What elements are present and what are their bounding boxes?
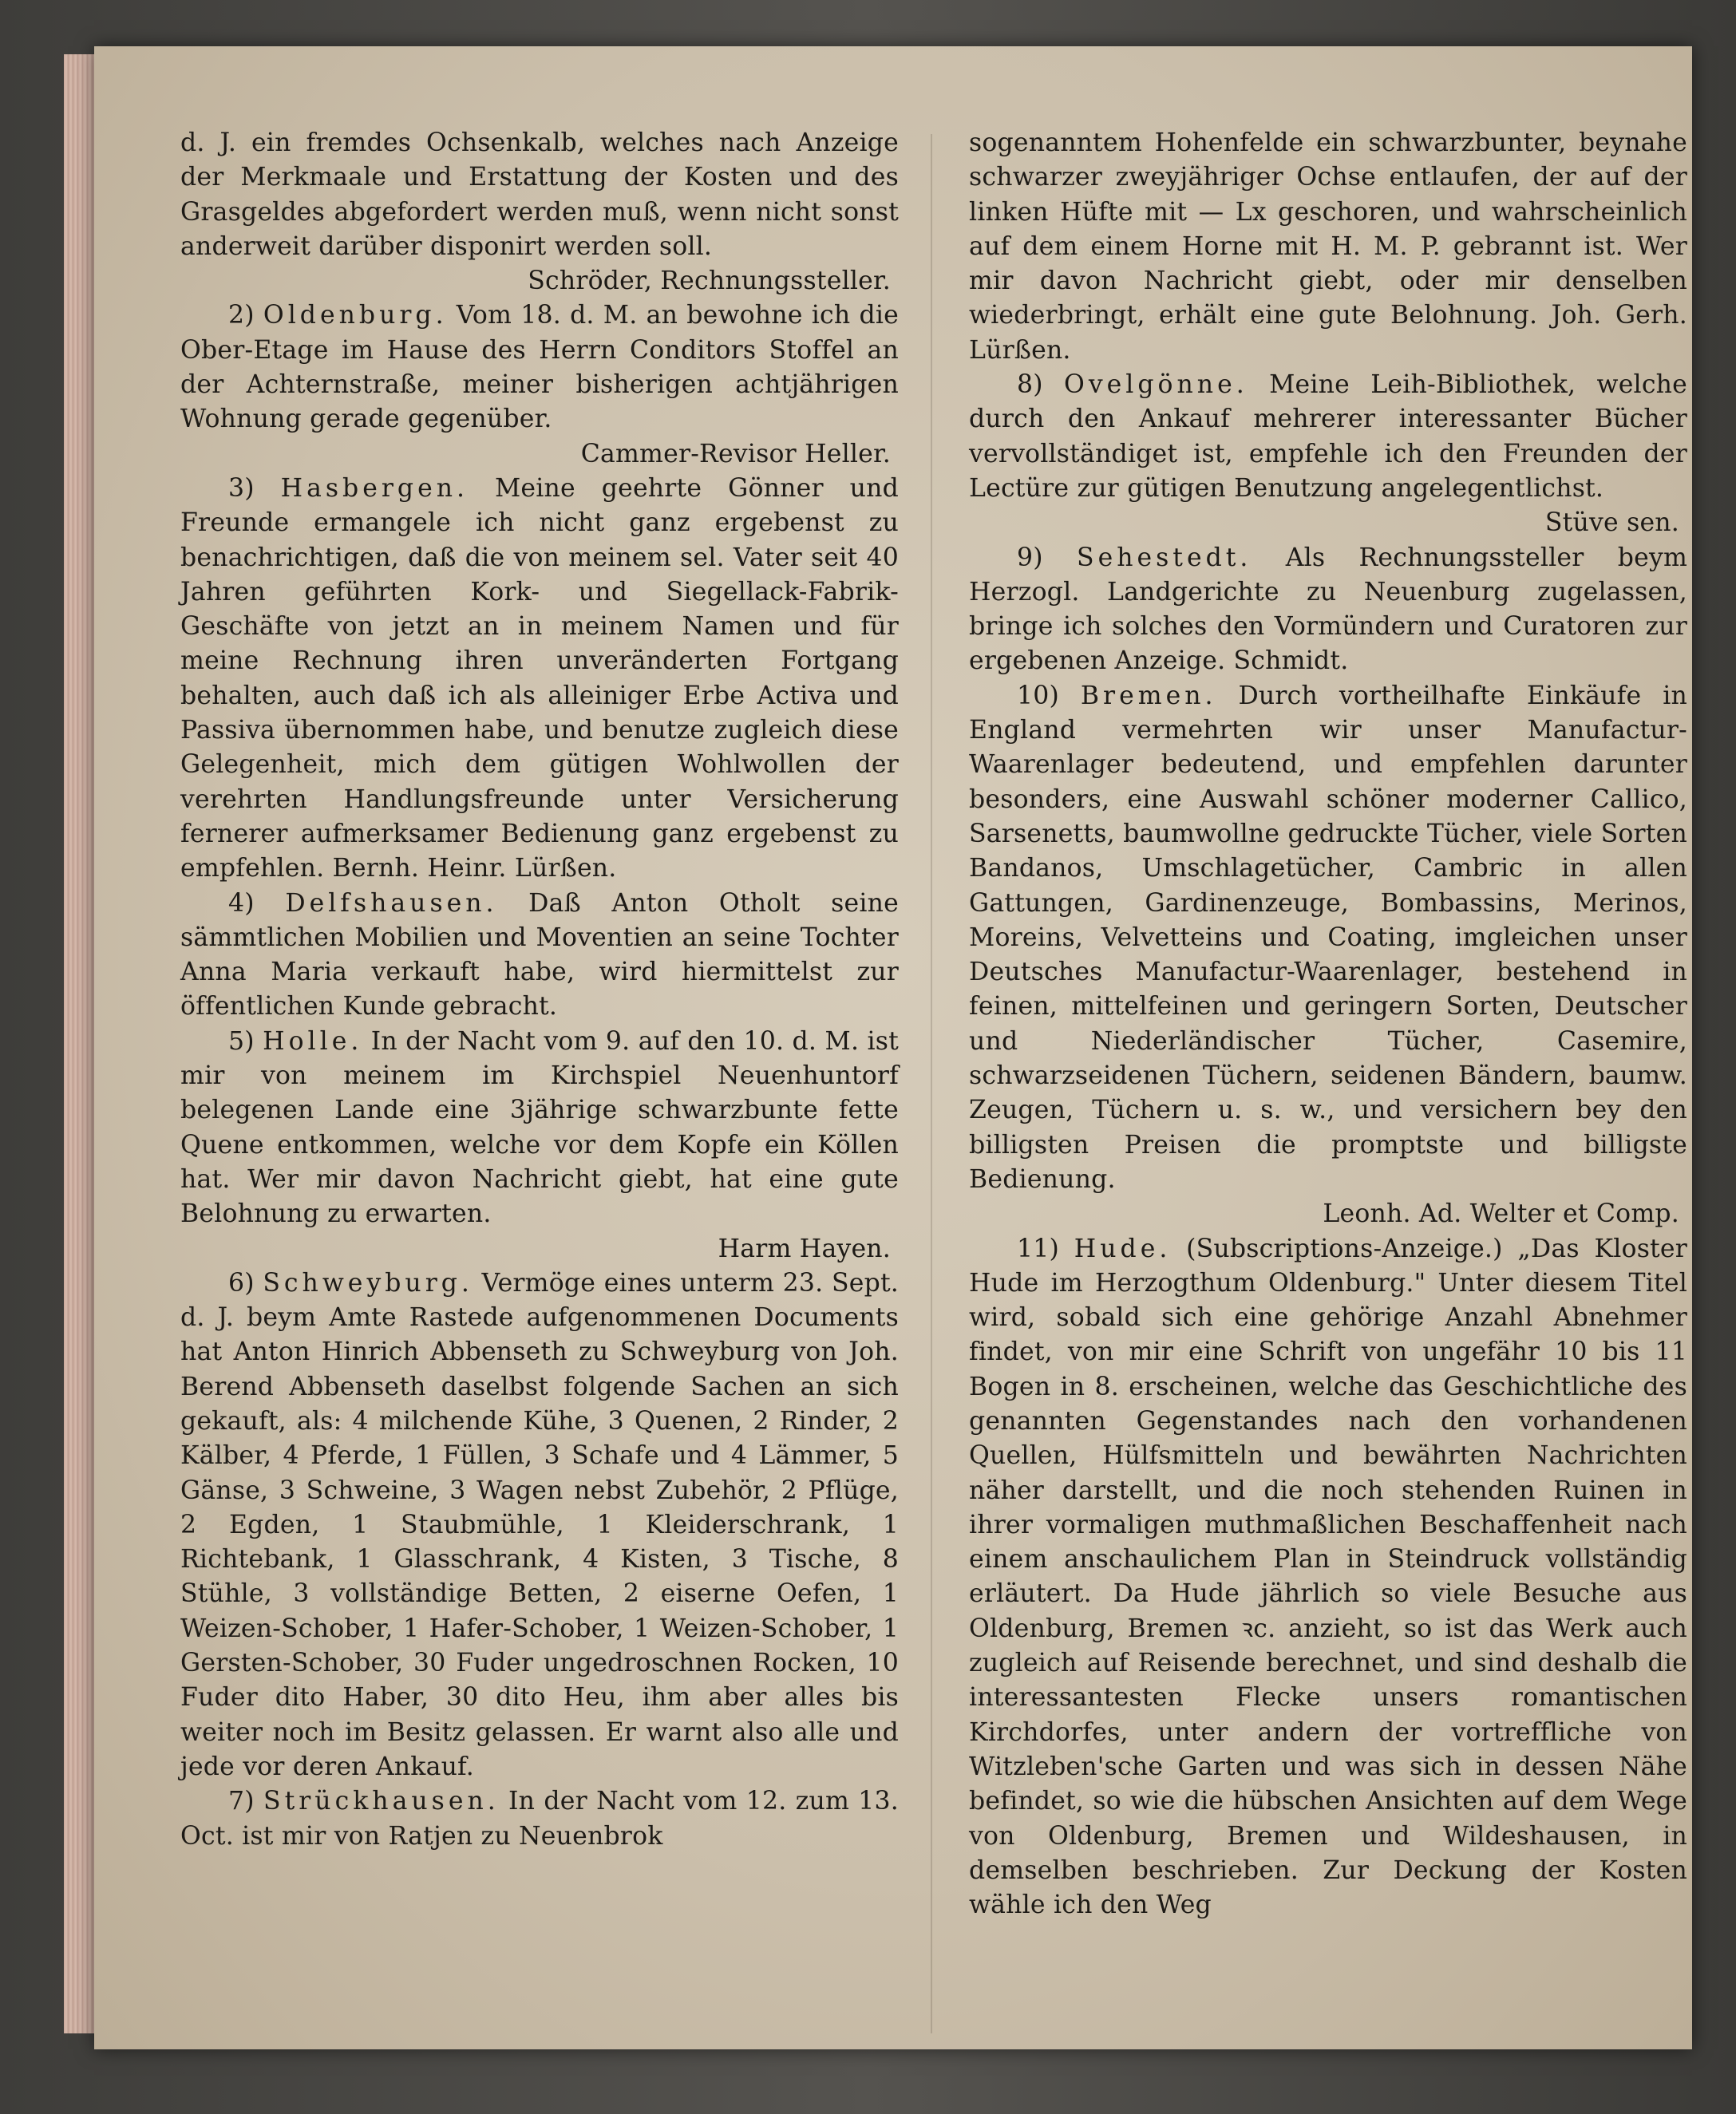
left-column bbox=[180, 126, 899, 2025]
notice-place: Strückhausen. bbox=[263, 1787, 500, 1816]
notice-signature: Leonh. Ad. Welter et Comp. bbox=[1323, 1199, 1679, 1229]
notice-11 bbox=[969, 1232, 1687, 1923]
notice-continued: sogenanntem Hohenfelde ein schwarzbunter, beynahe schwarzer zweyjähriger Ochse entlaufen, der auf der linken Hüfte mit — Lx geschoren, und wahrscheinlich auf dem einem Horne mit H. M. P. gebrannt ist. Wer mir davon Nachricht giebt, oder mir denselben wiederbringt, erhält eine gute Belohnung. Joh. Gerh. Lürßen. bbox=[969, 128, 1687, 365]
right-column bbox=[969, 126, 1687, 2025]
notice-text: In der Nacht vom 12. zum 13. Oct. ist mir von Ratjen zu Neuenbrok bbox=[180, 1787, 899, 1851]
notice-place: Delfshausen. bbox=[285, 888, 498, 918]
notice-number: 5) bbox=[228, 1026, 255, 1056]
notice-9 bbox=[969, 541, 1687, 679]
notice-text: Daß Anton Otholt seine sämmtlichen Mobilien und Moventien an seine Tochter Anna Maria verkauft habe, wird hiermittelst zur öffentlichen Kunde gebracht. bbox=[180, 888, 899, 1021]
notice-place: Schweyburg. bbox=[263, 1268, 473, 1298]
notice-text: Meine Leih-Bibliothek, welche durch den Ankauf mehrerer interessanter Bücher vervollständiget ist, empfehle ich den Freunden der Lectüre zur gütigen Benutzung angelegentlichst. bbox=[969, 370, 1687, 503]
notice-10 bbox=[969, 679, 1687, 1197]
notice-text: Vom 18. d. M. an bewohne ich die Ober-Etage im Hause des Herrn Conditors Stoffel an der Achternstraße, meiner bisherigen achtjährigen Wohnung gerade gegenüber. bbox=[180, 301, 900, 434]
column-gutter bbox=[931, 134, 932, 2033]
notice-signature: Schröder, Rechnungssteller. bbox=[528, 267, 891, 296]
notice-place: Hasbergen. bbox=[280, 473, 469, 503]
notice-place: Ovelgönne. bbox=[1064, 370, 1248, 400]
notice-number: 7) bbox=[228, 1787, 255, 1816]
notice-number: 3) bbox=[228, 473, 255, 503]
notice-signature: Bernh. Heinr. Lürßen. bbox=[332, 854, 617, 883]
notice-signature: Stüve sen. bbox=[1544, 508, 1679, 538]
notice-text: Durch vortheilhafte Einkäufe in England vermehrten wir unser Manufactur-Waarenlager bedeutend, und empfehlen darunter besonders, eine Auswahl schöner moderner Callico, Sarsenetts, baumwollne gedruckte Tücher, viele Sorten Bandanos, Umschlagetücher, Cambric in allen Gattungen, Gardinenzeuge, Bombassins, Merinos, Moreins, Velvetteins und Coating, imgleichen unser Deutsches Manufactur-Waarenlager, bestehend in feinen, mittelfeinen und geringern Sorten, Deutscher und Niederländischer Tücher, Casemire, schwarzseidenen Tüchern, seidenen Bändern, baumw. Zeugen, Tüchern u. s. w., und versichern bey den billigsten Preisen die promptste und billigste Bedienung. bbox=[969, 681, 1687, 1194]
notice-signature: Schmidt. bbox=[1233, 646, 1349, 676]
notice-number: 9) bbox=[1017, 543, 1043, 572]
page-stack-edge bbox=[64, 54, 94, 2033]
notice-text: Meine geehrte Gönner und Freunde ermangele ich nicht ganz ergebenst zu benachrichtigen, daß die von meinem sel. Vater seit 40 Jahren geführten Kork- und Siegellack-Fabrik-Geschäfte von jetzt an in meinem Namen und für meine Rechnung ihren unveränderten Fortgang behalten, auch daß ich als alleiniger Erbe Activa und Passiva übernommen habe, und benutze zugleich diese Gelegenheit, mich dem gütigen Wohlwollen der verehrten Handlungsfreunde unter Versicherung fernerer aufmerksamer Bedienung ganz ergebenst zu empfehlen. bbox=[180, 473, 899, 883]
notice-place: Oldenburg. bbox=[263, 301, 448, 330]
newspaper-page bbox=[94, 46, 1692, 2049]
notice-text: (Subscriptions-Anzeige.) „Das Kloster Hude im Herzogthum Oldenburg." Unter diesem Titel wird, sobald sich eine gehörige Anzahl Abnehmer findet, von mir eine Schrift von ungefähr 10 bis 11 Bogen in 8. erscheinen, welche das Geschichtliche des genannten Gegenstandes nach den vorhandenen Quellen, Hülfsmitteln und bewährten Nachrichten näher darstellt, und die noch stehenden Ruinen in ihrer vormaligen muthmaßlichen Beschaffenheit nach einem anschaulichem Plan in Steindruck vollständig erläutert. Da Hude jährlich so viele Besuche aus Oldenburg, Bremen ꝛc. anzieht, so ist das Werk auch zugleich auf Reisende berechnet, und sind deshalb die interessantesten Flecke unsers romantischen Kirchdorfes, unter andern der vortreffliche von Witzleben'sche Garten und was sich in dessen Nähe befindet, so wie die hübschen Ansichten auf dem Wege von Oldenburg, Bremen und Wildeshausen, in demselben beschrieben. Zur Deckung der Kosten wähle ich den Weg bbox=[969, 1234, 1688, 1920]
notice-continued: d. J. ein fremdes Ochsenkalb, welches nach Anzeige der Merkmaale und Erstattung der Kosten und des Grasgeldes abgefordert werden muß, wenn nicht sonst anderweit darüber disponirt werden soll. bbox=[180, 128, 899, 261]
notice-number: 11) bbox=[1017, 1234, 1059, 1263]
notice-4 bbox=[180, 887, 899, 1025]
notice-number: 6) bbox=[228, 1268, 255, 1298]
notice-place: Sehestedt. bbox=[1076, 543, 1252, 572]
notice-text: Vermöge eines unterm 23. Sept. d. J. beym Amte Rastede aufgenommenen Documents hat Anton Hinrich Abbenseth zu Schweyburg von Joh. Berend Abbenseth daselbst folgende Sachen an sich gekauft, als: 4 milchende Kühe, 3 Quenen, 2 Rinder, 2 Kälber, 4 Pferde, 1 Füllen, 3 Schafe und 4 Lämmer, 5 Gänse, 3 Schweine, 3 Wagen nebst Zubehör, 2 Pflüge, 2 Egden, 1 Staubmühle, 1 Kleiderschrank, 1 Richtebank, 1 Glasschrank, 4 Kisten, 3 Tische, 8 Stühle, 3 vollständige Betten, 2 eiserne Oefen, 1 Weizen-Schober, 1 Hafer-Schober, 1 Weizen-Schober, 1 Gersten-Schober, 30 Fuder ungedroschnen Rocken, 10 Fuder dito Haber, 30 dito Heu, ihm aber alles bis weiter noch im Besitz gelassen. Er warnt also alle und jede vor deren Ankauf. bbox=[180, 1268, 900, 1781]
notice-6 bbox=[180, 1266, 899, 1784]
notice-signature: Harm Hayen. bbox=[718, 1234, 891, 1263]
notice-text: In der Nacht vom 9. auf den 10. d. M. ist mir von meinem im Kirchspiel Neuenhuntorf belegenen Lande eine 3jährige schwarzbunte fette Quene entkommen, welche vor dem Kopfe ein Köllen hat. Wer mir davon Nachricht giebt, hat eine gute Belohnung zu erwarten. bbox=[180, 1026, 900, 1229]
notice-place: Holle. bbox=[263, 1026, 363, 1056]
notice-5 bbox=[180, 1025, 899, 1232]
notice-number: 2) bbox=[228, 301, 255, 330]
notice-text: Als Rechnungssteller beym Herzogl. Landgerichte zu Neuenburg zugelassen, bringe ich solches den Vormündern und Curatoren zur ergebenen Anzeige. bbox=[969, 543, 1688, 676]
notice-signature: Joh. Gerh. Lürßen. bbox=[969, 301, 1687, 365]
notice-number: 10) bbox=[1017, 681, 1059, 710]
notice-number: 8) bbox=[1017, 370, 1043, 400]
notice-3 bbox=[180, 472, 899, 887]
notice-place: Bremen. bbox=[1080, 681, 1217, 710]
notice-signature: Cammer-Revisor Heller. bbox=[580, 439, 891, 468]
notice-7 bbox=[180, 1784, 899, 1854]
notice-place: Hude. bbox=[1074, 1234, 1172, 1263]
notice-2 bbox=[180, 298, 899, 437]
notice-number: 4) bbox=[228, 888, 255, 918]
notice-8 bbox=[969, 368, 1687, 506]
